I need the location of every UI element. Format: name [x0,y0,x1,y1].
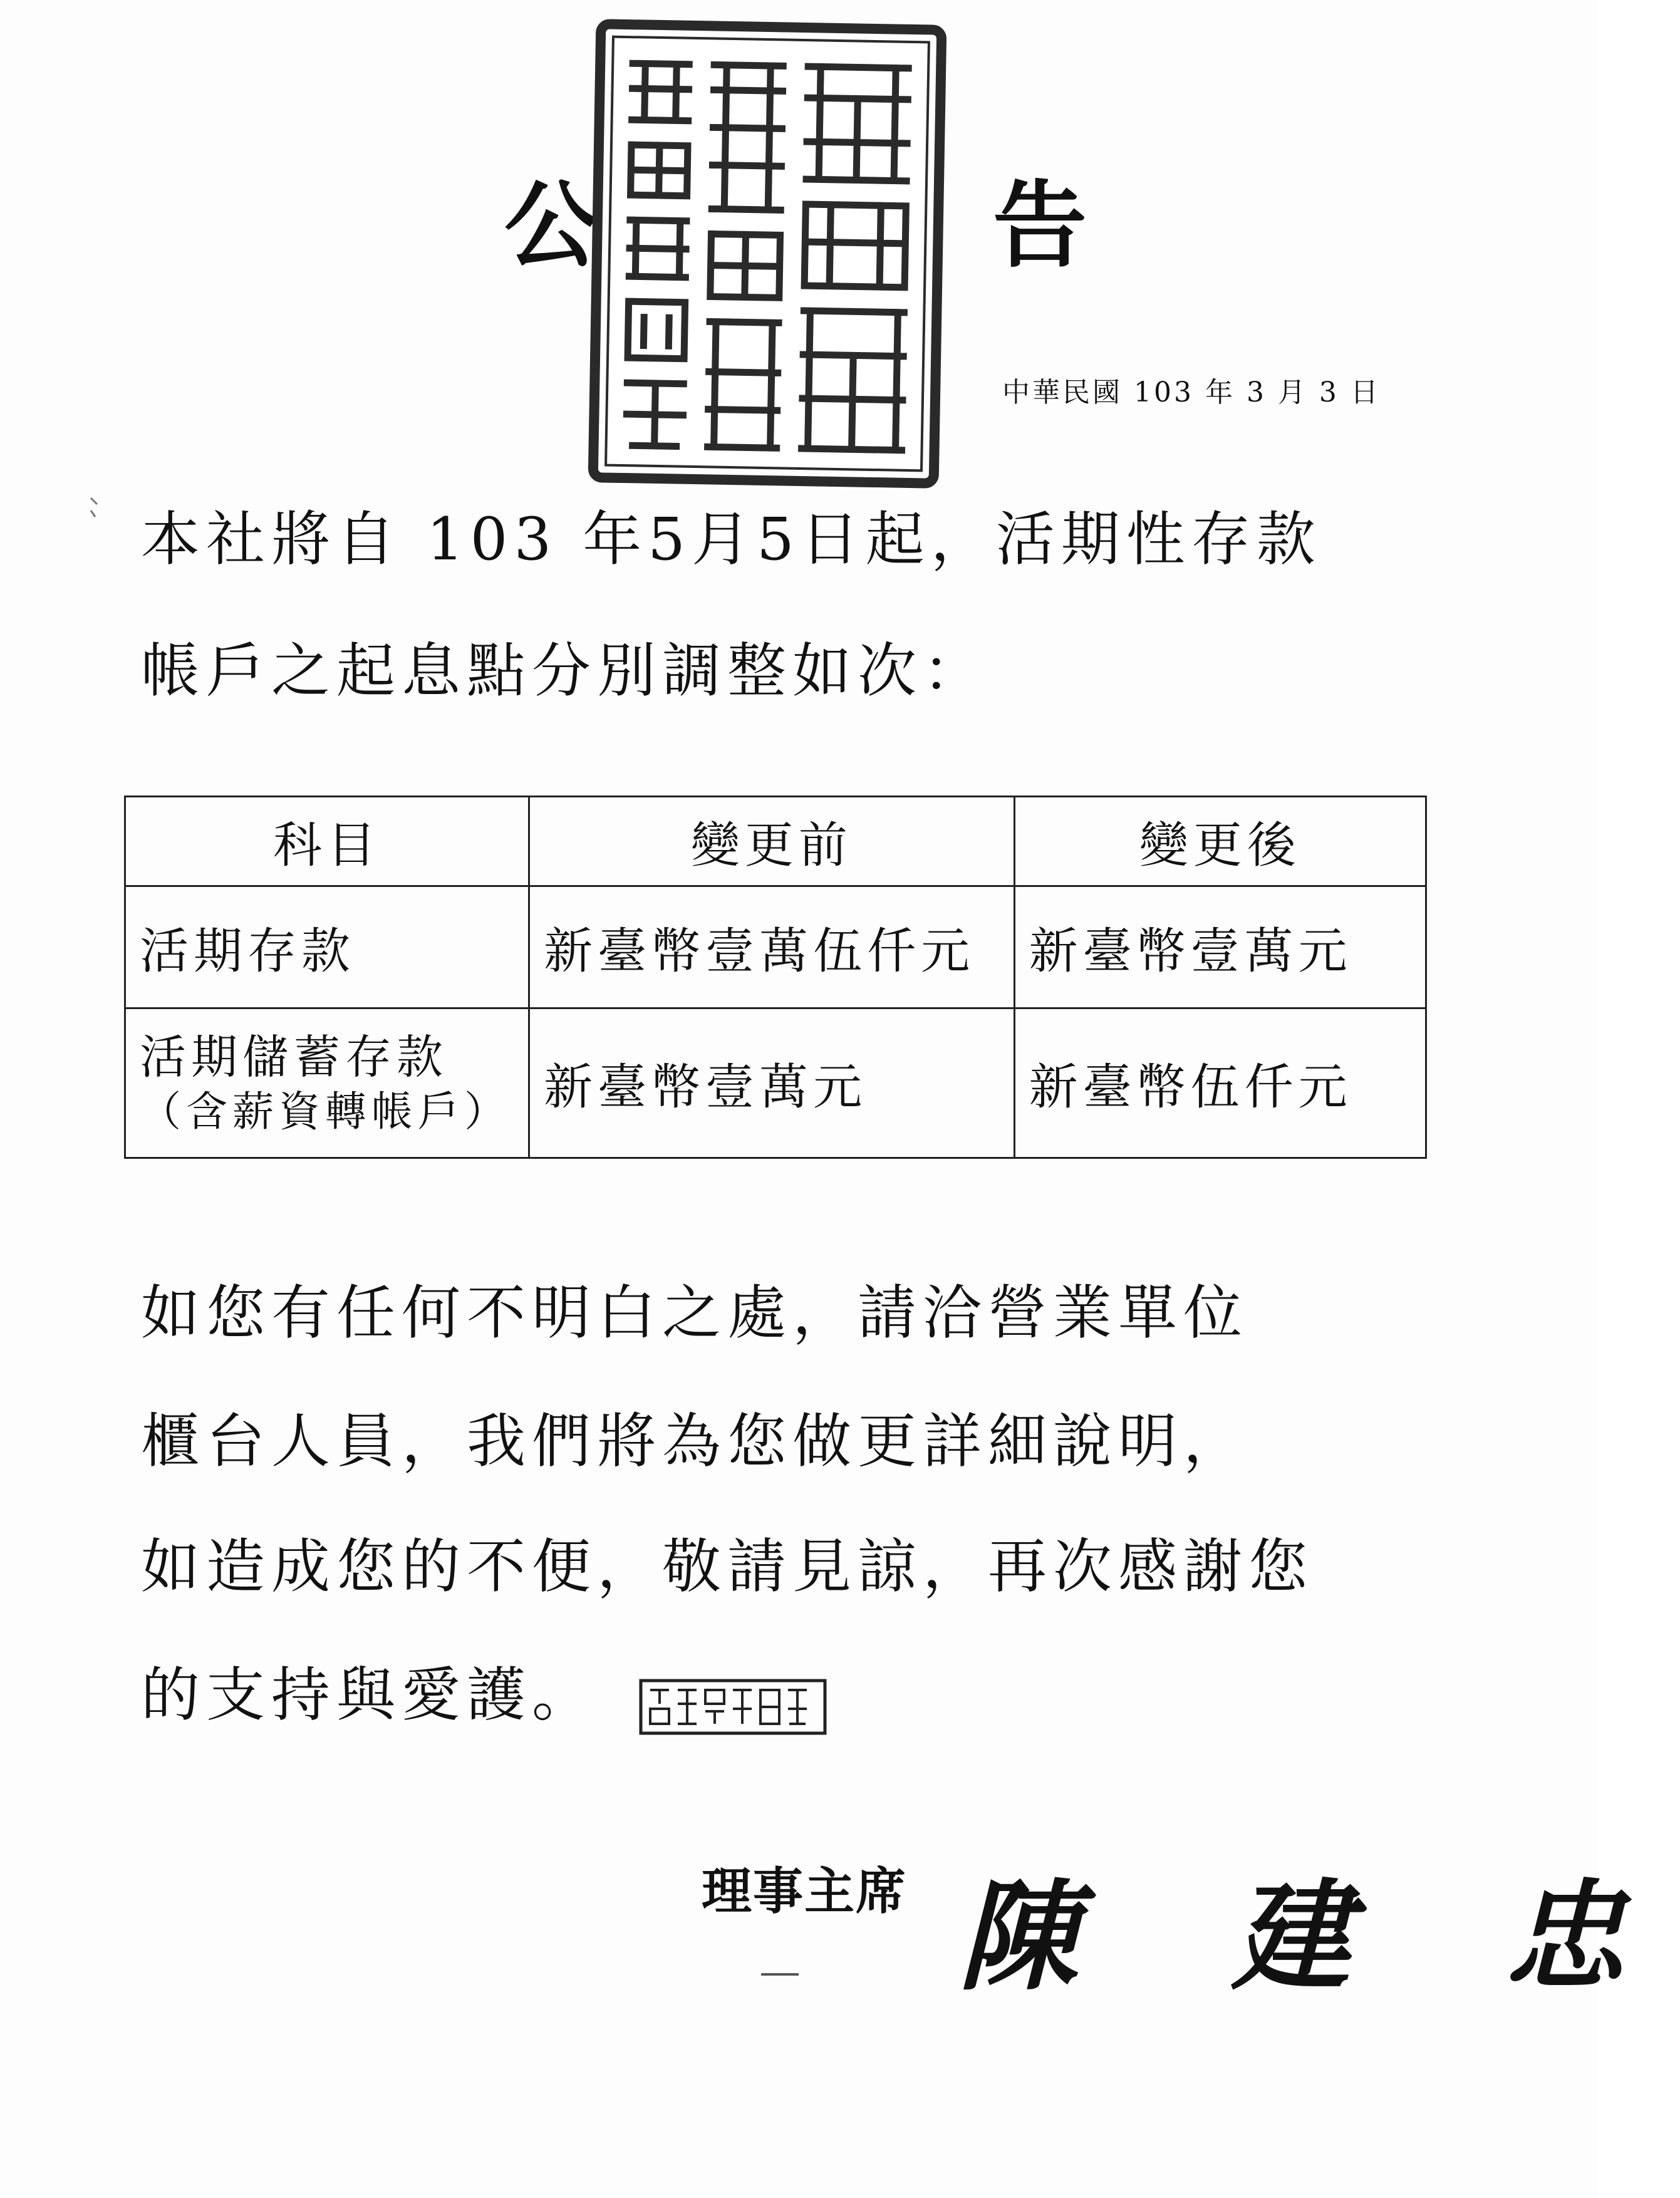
intro-line-1: 本社將自 103 年5月5日起，活期性存款 [141,505,1322,574]
subject-text: 活期儲蓄存款 [140,1030,448,1084]
cell-after: 新臺幣壹萬元 [1014,886,1426,1008]
signatory-title: 理事主席 [702,1862,907,1921]
title-left-char: 公 [504,170,599,281]
header-before: 變更前 [529,797,1015,886]
subject-text: 活期存款 [140,923,356,980]
rate-change-table [124,796,1427,1159]
official-seal-large [588,19,947,489]
table-header-row [125,797,1426,886]
closing-line-1: 如您有任何不明白之處，請洽營業單位 [141,1279,1249,1347]
proofread-stamp [639,1679,827,1735]
header-subject: 科目 [125,797,529,886]
cell-subject [125,1008,529,1158]
cell-after: 新臺幣伍仟元 [1014,1008,1426,1158]
handwritten-signature: 陳 建 忠 [958,1867,1680,2006]
header-after: 變更後 [1014,797,1426,886]
closing-line-2: 櫃台人員，我們將為您做更詳細說明， [141,1407,1249,1476]
title-right-char: 告 [993,170,1087,281]
divider-mark [761,1973,799,1976]
cell-before: 新臺幣壹萬元 [529,1008,1015,1158]
closing-line-4: 的支持與愛護。 [141,1661,598,1729]
cell-subject [125,886,529,1008]
subject-note: （含薪資轉帳戶） [140,1087,511,1136]
closing-line-3: 如造成您的不便，敬請見諒，再次感謝您 [141,1533,1314,1601]
table-row [125,886,1426,1008]
scan-speck [88,495,100,520]
cell-before: 新臺幣壹萬伍仟元 [529,886,1015,1008]
intro-line-2: 帳戶之起息點分別調整如次： [141,637,988,705]
table-row [125,1008,1426,1158]
date-line: 中華民國 103 年 3 月 3 日 [1002,376,1381,408]
